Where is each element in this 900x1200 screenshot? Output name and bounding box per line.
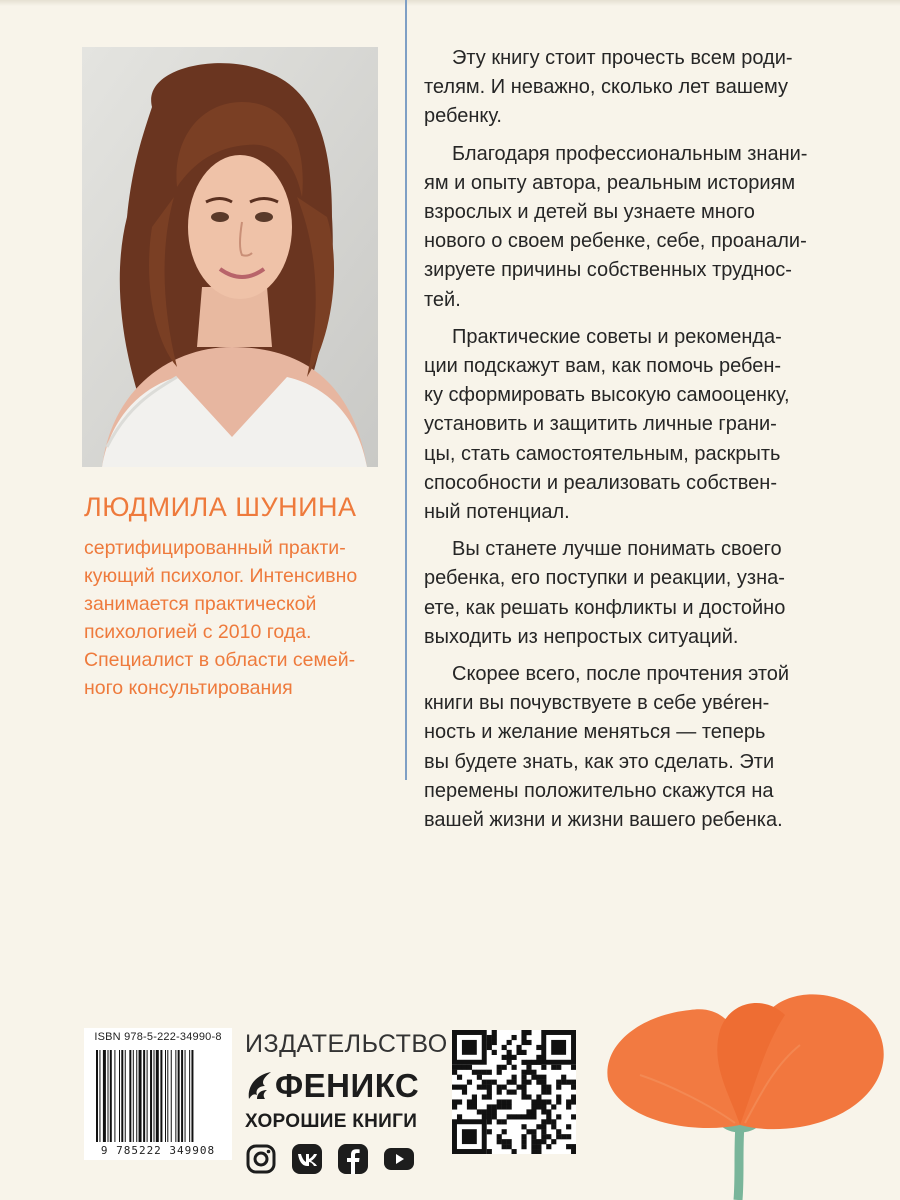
text-line: ку сформировать высокую самооценку, — [424, 384, 790, 407]
publisher-brand-name: ФЕНИКС — [275, 1067, 420, 1104]
column-divider — [405, 0, 407, 780]
publisher-block — [245, 1030, 448, 1175]
youtube-icon[interactable] — [383, 1143, 415, 1175]
social-icons — [245, 1143, 435, 1175]
description-paragraph — [424, 44, 844, 132]
text-line: ции подскажут вам, как помочь ребен- — [424, 355, 782, 378]
author-bio — [84, 534, 400, 702]
text-line: Вы станете лучше понимать своего — [452, 538, 782, 561]
author-name: ЛЮДМИЛА ШУНИНА — [84, 492, 357, 522]
text-line: взрослых и детей вы узнаете много — [424, 201, 755, 224]
text-line: ный потенциал. — [424, 501, 570, 524]
text-line: Скорее всего, после прочтения этой — [452, 663, 790, 686]
isbn-barcode — [84, 1028, 232, 1160]
isbn-label: ISBN 978-5-222-34990-8 — [94, 1031, 222, 1043]
text-line: книги вы почувствуете в себе увérен- — [424, 692, 770, 715]
text-line: ность и желание меняться — теперь — [424, 721, 766, 744]
author-bio-line: ного консультирования — [84, 677, 293, 699]
text-line: ям и опыту автора, реальным историям — [424, 171, 796, 194]
poppy-flower-illustration — [600, 985, 900, 1200]
author-bio-line: психологией с 2010 года. — [84, 621, 312, 643]
text-line: вашей жизни и жизни вашего ребенка. — [424, 809, 783, 832]
text-line: ребенка, его поступки и реакции, узна- — [424, 567, 785, 590]
text-line: перемены положительно скажутся на — [424, 779, 774, 802]
text-line: способности и реализовать собствен- — [424, 471, 778, 494]
description-paragraph — [424, 323, 844, 527]
text-line: Благодаря профессиональным знани- — [452, 142, 808, 165]
text-line: ете, как решать конфликты и достойно — [424, 596, 786, 619]
text-line: Эту книгу стоит прочесть всем роди- — [452, 47, 793, 69]
text-line: тей. — [424, 288, 461, 311]
description-paragraph — [424, 660, 844, 835]
author-bio-line: кующий психолог. Интенсивно — [84, 565, 358, 587]
qr-code — [452, 1030, 576, 1154]
barcode-bars — [96, 1050, 220, 1142]
vk-icon[interactable] — [291, 1143, 323, 1175]
author-photo — [82, 47, 378, 467]
publisher-brand — [245, 1067, 435, 1105]
qr-code-pattern — [452, 1030, 576, 1154]
author-bio-line: занимается практической — [84, 593, 317, 615]
facebook-icon[interactable] — [337, 1143, 369, 1175]
author-bio-line: Специалист в области семей- — [84, 649, 356, 671]
text-line: телям. И неважно, сколько лет вашему — [424, 76, 788, 99]
text-line: цы, стать самостоятельным, раскрыть — [424, 442, 781, 465]
text-line: нового о своем ребенке, себе, проанали- — [424, 230, 807, 253]
description-paragraph — [424, 140, 844, 315]
text-line: Практические советы и рекоменда- — [452, 325, 782, 348]
book-description — [424, 44, 844, 843]
text-line: зируете причины собственных труднос- — [424, 259, 792, 282]
text-line: выходить из непростых ситуаций. — [424, 625, 739, 648]
instagram-icon[interactable] — [245, 1143, 277, 1175]
phoenix-logo-icon — [245, 1069, 275, 1103]
text-line: установить и защитить личные грани- — [424, 413, 777, 436]
barcode-digits: 9 785222 349908 — [100, 1144, 216, 1157]
author-bio-line: сертифицированный практи- — [84, 537, 346, 559]
publisher-slogan: ХОРОШИЕ КНИГИ — [245, 1111, 418, 1132]
text-line: вы будете знать, как это сделать. Эти — [424, 750, 775, 773]
publisher-label: ИЗДАТЕЛЬСТВО — [245, 1030, 448, 1058]
description-paragraph — [424, 535, 844, 652]
text-line: ребенку. — [424, 105, 502, 128]
cover-top-edge — [0, 0, 900, 6]
